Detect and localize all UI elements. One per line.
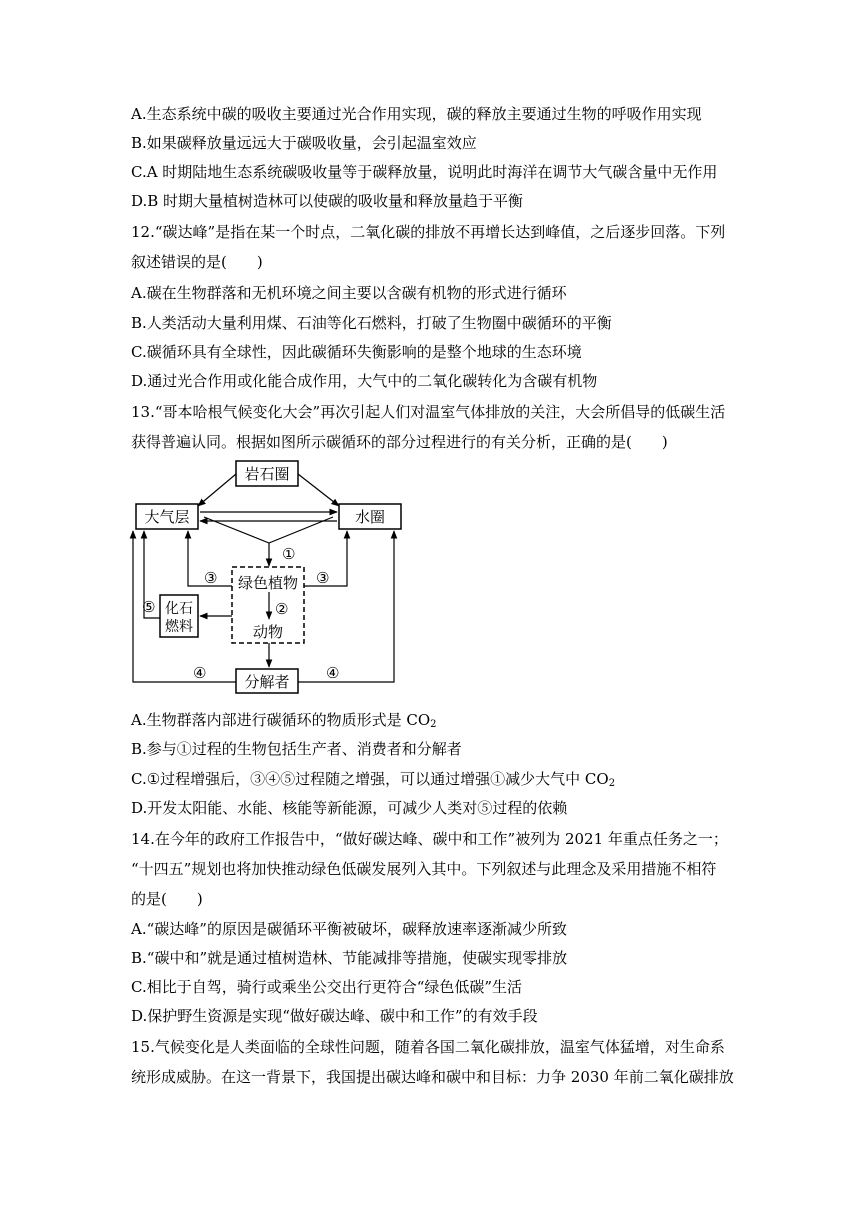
question-14-line: “十四五”规划也将加快推动绿色低碳发展列入其中。下列叙述与此理念及采用措施不相符 (131, 860, 717, 878)
green-plants-label: 绿色植物 (237, 574, 299, 592)
process-3-right-marker: ③ (316, 569, 330, 587)
option-line: B.人类活动大量利用煤、石油等化石燃料，打破了生物圈中碳循环的平衡 (131, 314, 612, 332)
process-2-marker: ② (275, 600, 289, 618)
option-d: D.开发太阳能、水能、核能等新能源，可减少人类对⑤过程的依赖 (131, 799, 568, 817)
option-line: B.“碳中和”就是通过植树造林、节能减排等措施，使碳实现零排放 (131, 949, 568, 967)
option-line: A.生态系统中碳的吸收主要通过光合作用实现，碳的释放主要通过生物的呼吸作用实现 (131, 105, 702, 123)
option-line: C.碳循环具有全球性，因此碳循环失衡影响的是整个地球的生态环境 (131, 343, 582, 361)
option-line: D.保护野生资源是实现“做好碳达峰、碳中和工作”的有效手段 (131, 1007, 538, 1025)
option-a: A.生物群落内部进行碳循环的物质形式是 $CO_2$ (131, 711, 437, 730)
option-line: A.碳在生物群落和无机环境之间主要以含碳有机物的形式进行循环 (131, 284, 567, 302)
lithosphere-label: 岩石圈 (244, 465, 290, 483)
carbon-cycle-diagram (128, 456, 413, 702)
option-b: B.参与①过程的生物包括生产者、消费者和分解者 (131, 740, 462, 758)
question-15-line: 统形成威胁。在这一背景下，我国提出碳达峰和碳中和目标：力争 2030 年前二氧化碳排放 (131, 1068, 734, 1086)
process-4-left-marker: ④ (193, 664, 207, 682)
question-13-line: 获得普遍认同。根据如图所示碳循环的部分过程进行的有关分析，正确的是( ) (131, 433, 668, 451)
option-c: C.①过程增强后，③④⑤过程随之增强，可以通过增强①减少大气中 $CO_2$ (131, 770, 616, 789)
option-line: D.通过光合作用或化能合成作用，大气中的二氧化碳转化为含碳有机物 (131, 372, 598, 390)
question-12-line: 12.“碳达峰”是指在某一个时点，二氧化碳的排放不再增长达到峰值，之后逐步回落。下列 (131, 223, 726, 241)
process-3-left-marker: ③ (204, 569, 218, 587)
option-line: C.A 时期陆地生态系统碳吸收量等于碳释放量，说明此时海洋在调节大气碳含量中无作用 (131, 163, 718, 181)
option-line: A.“碳达峰”的原因是碳循环平衡被破坏，碳释放速率逐渐减少所致 (131, 920, 567, 938)
option-line: D.B 时期大量植树造林可以使碳的吸收量和释放量趋于平衡 (131, 192, 524, 210)
question-14-line: 14.在今年的政府工作报告中，“做好碳达峰、碳中和工作”被列为 2021 年重点任务之一； (131, 830, 728, 848)
option-line: B.如果碳释放量远远大于碳吸收量，会引起温室效应 (131, 134, 477, 152)
process-1-marker: ① (282, 545, 296, 563)
process-4-right-marker: ④ (326, 664, 340, 682)
question-12-line: 叙述错误的是( ) (131, 253, 263, 271)
question-14-line: 的是( ) (131, 890, 203, 908)
animals-label: 动物 (252, 623, 284, 641)
atmosphere-label: 大气层 (144, 508, 190, 526)
hydrosphere-label: 水圈 (354, 508, 386, 526)
question-13-line: 13.“哥本哈根气候变化大会”再次引起人们对温室气体排放的关注，大会所倡导的低碳生活 (131, 403, 726, 421)
decomposer-label: 分解者 (244, 673, 290, 691)
process-5-marker: ⑤ (142, 598, 156, 616)
question-15-line: 15.气候变化是人类面临的全球性问题，随着各国二氧化碳排放，温室气体猛增，对生命系 (131, 1038, 725, 1056)
option-line: C.相比于自驾，骑行或乘坐公交出行更符合“绿色低碳”生活 (131, 978, 523, 996)
fossil-label-1: 化石 (165, 601, 193, 617)
fossil-label-2: 燃料 (165, 619, 193, 635)
